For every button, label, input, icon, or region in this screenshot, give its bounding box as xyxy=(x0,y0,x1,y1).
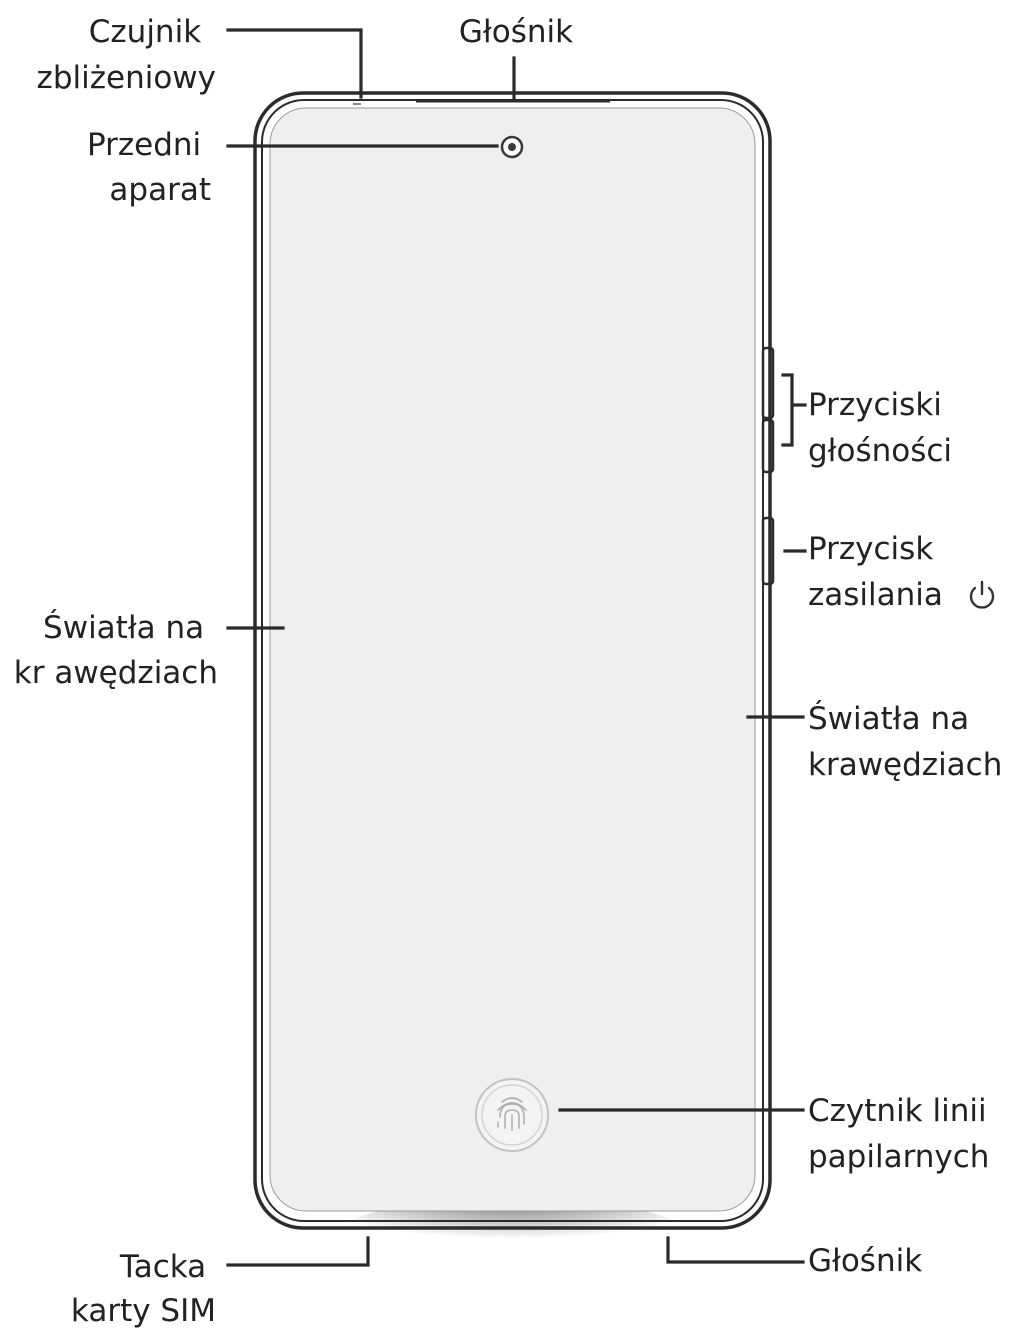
phone-screen xyxy=(270,108,755,1211)
phone-illustration xyxy=(255,93,773,1266)
leader-proximity-sensor xyxy=(228,30,361,97)
leader-volume-buttons xyxy=(783,375,805,445)
label-top-speaker: Głośnik xyxy=(458,14,574,50)
leader-sim-tray xyxy=(228,1238,368,1265)
leader-bottom-speaker xyxy=(668,1238,803,1262)
label-fingerprint-reader: Czytnik linii papilarnych xyxy=(808,1093,990,1175)
label-bottom-speaker: Głośnik xyxy=(808,1243,923,1279)
label-sim-tray: Tacka karty SIM xyxy=(70,1249,216,1328)
label-volume-buttons: Przyciski głośności xyxy=(808,387,953,469)
label-front-camera: Przedni aparat xyxy=(86,127,211,208)
camera-icon xyxy=(502,137,522,157)
fingerprint-icon xyxy=(476,1079,548,1151)
label-edge-lighting-right: Światła na krawędziach xyxy=(808,701,1003,783)
label-proximity-sensor: Czujnik zbliżeniowy xyxy=(36,14,216,96)
power-icon xyxy=(971,582,993,607)
label-edge-lighting-left: Światła na kr awędziach xyxy=(13,610,218,691)
label-power-button: Przycisk zasilania xyxy=(808,531,943,613)
